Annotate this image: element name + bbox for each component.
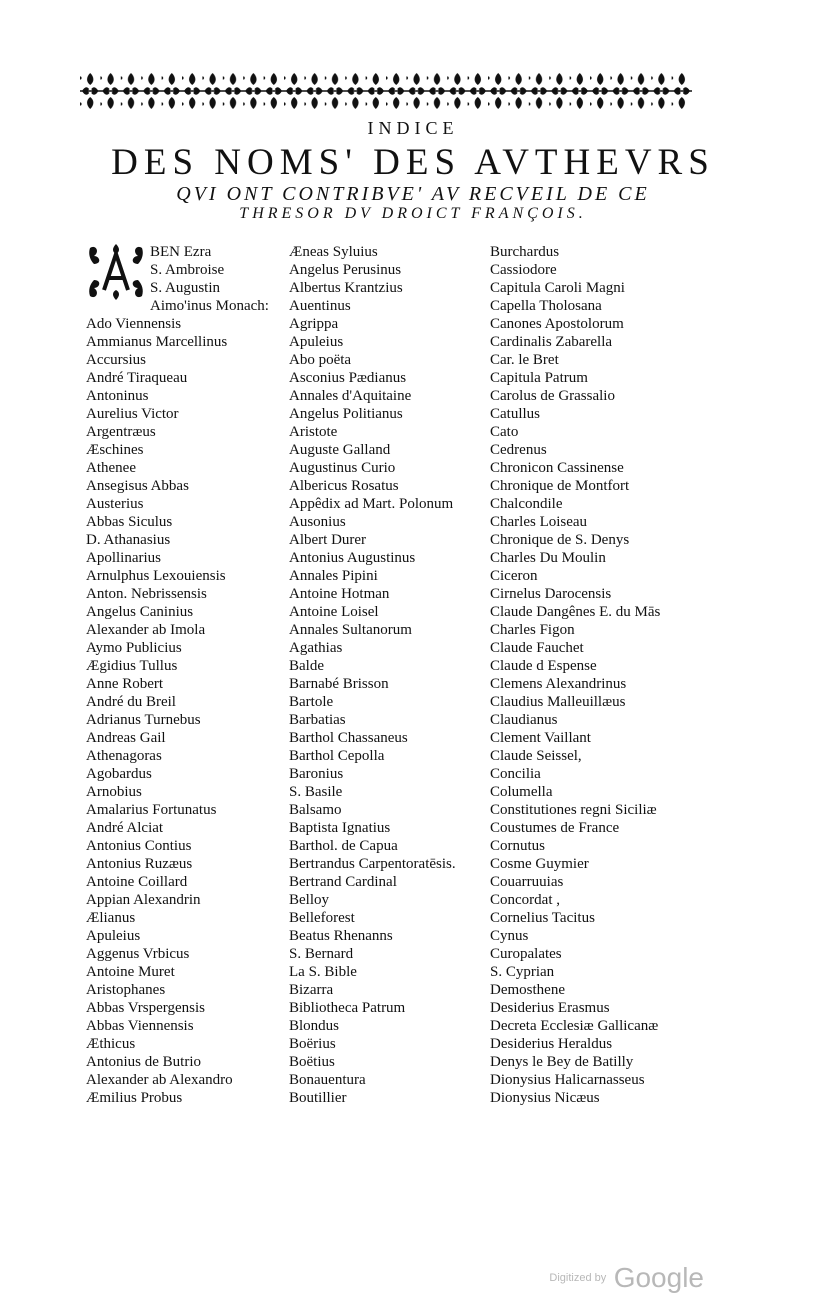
digitized-by-google-watermark <box>549 1262 704 1294</box>
author-entry: Capitula Caroli Magni <box>490 280 625 296</box>
author-entry: Ælianus <box>86 910 136 926</box>
author-entry: Arnulphus Lexouiensis <box>86 568 226 584</box>
author-entry: Ausonius <box>289 514 346 530</box>
author-entry: Charles Loiseau <box>490 514 588 530</box>
author-column-1 <box>86 243 269 1107</box>
author-entry: Æschines <box>86 442 144 458</box>
author-entry: Æthicus <box>86 1036 136 1052</box>
author-entry: La S. Bible <box>289 964 357 980</box>
author-entry: S. Cyprian <box>490 964 555 980</box>
author-entry: S. Basile <box>289 784 343 800</box>
author-entry: Barnabé Brisson <box>289 676 389 692</box>
author-entry: Coustumes de France <box>490 820 620 836</box>
author-entry: Cato <box>490 424 519 440</box>
author-entry: Barthol. de Capua <box>289 838 398 854</box>
author-entry: Abbas Viennensis <box>86 1018 194 1034</box>
author-entry: Asconius Pædianus <box>289 370 407 386</box>
author-entry: Appian Alexandrin <box>86 892 201 908</box>
author-entry: Antoninus <box>86 388 149 404</box>
author-entry: André Tiraqueau <box>86 370 188 386</box>
author-entry: Carolus de Grassalio <box>490 388 615 404</box>
author-entry: Balsamo <box>289 802 342 818</box>
author-entry: Argentræus <box>86 424 156 440</box>
author-entry: Burchardus <box>490 244 560 260</box>
author-entry: Anton. Nebrissensis <box>86 586 207 602</box>
author-entry: Athenee <box>86 460 136 476</box>
author-entry: Blondus <box>289 1018 340 1034</box>
author-entry: Annales Pipini <box>289 568 378 584</box>
author-entry: Bizarra <box>289 982 334 998</box>
author-entry: Antonius Ruzæus <box>86 856 193 872</box>
author-entry: Antoine Loisel <box>289 604 379 620</box>
author-entry: Auguste Galland <box>289 442 391 458</box>
author-entry: Dionysius Halicarnasseus <box>490 1072 645 1088</box>
author-entry: Chronique de Montfort <box>490 478 630 494</box>
author-entry: Bonauentura <box>289 1072 366 1088</box>
author-entry: Antoine Muret <box>86 964 175 980</box>
author-entry: André du Breil <box>86 694 176 710</box>
author-entry: Agrippa <box>289 316 339 332</box>
author-entry: Andreas Gail <box>86 730 166 746</box>
author-entry: Apuleius <box>86 928 141 944</box>
author-entry: Barthol Cepolla <box>289 748 385 764</box>
author-entry: Belleforest <box>289 910 355 926</box>
author-entry: Bertrandus Carpentoratēsis. <box>289 856 456 872</box>
author-entry: Constitutiones regni Siciliæ <box>490 802 657 818</box>
author-entry: Boëtius <box>289 1054 335 1070</box>
author-entry: Cedrenus <box>490 442 547 458</box>
author-entry: Accursius <box>86 352 146 368</box>
author-entry: Belloy <box>289 892 329 908</box>
author-entry: Couarruuias <box>490 874 564 890</box>
author-entry: Demosthene <box>490 982 565 998</box>
author-entry: Desiderius Erasmus <box>490 1000 610 1016</box>
author-entry: Aggenus Vrbicus <box>86 946 190 962</box>
author-entry: Ammianus Marcellinus <box>86 334 228 350</box>
author-entry: Athenagoras <box>86 748 162 764</box>
author-entry: Charles Du Moulin <box>490 550 606 566</box>
author-entry: Claude Fauchet <box>490 640 584 656</box>
author-entry: Boërius <box>289 1036 336 1052</box>
author-entry: Annales Sultanorum <box>289 622 412 638</box>
author-entry: Antonius de Butrio <box>86 1054 201 1070</box>
author-entry: Ciceron <box>490 568 538 584</box>
author-entry: Adrianus Turnebus <box>86 712 201 728</box>
author-entry: Claude Dangênes E. du Mās <box>490 604 661 620</box>
author-entry: Cornutus <box>490 838 546 854</box>
author-entry: Appêdix ad Mart. Polonum <box>289 496 454 512</box>
author-entry: Aristophanes <box>86 982 166 998</box>
author-entry: Aurelius Victor <box>86 406 179 422</box>
author-entry: Agobardus <box>86 766 152 782</box>
author-entry: Albertus Krantzius <box>289 280 403 296</box>
printers-ornament-band <box>80 70 692 112</box>
author-entry: Cynus <box>490 928 529 944</box>
author-entry: Apollinarius <box>86 550 161 566</box>
author-entry: Albert Durer <box>289 532 367 548</box>
author-entry: Abo poëta <box>289 352 352 368</box>
author-entry: Alexander ab Imola <box>86 622 206 638</box>
author-entry: Charles Figon <box>490 622 575 638</box>
author-entry: Barthol Chassaneus <box>289 730 408 746</box>
author-entry: Balde <box>289 658 324 674</box>
author-entry: Desiderius Heraldus <box>490 1036 613 1052</box>
author-entry: Cassiodore <box>490 262 557 278</box>
heading-main-title: DES NOMS' DES AVTHEVRS <box>111 142 715 183</box>
author-entry: Cardinalis Zabarella <box>490 334 613 350</box>
author-entry: Chalcondile <box>490 496 563 512</box>
author-column-3 <box>490 243 660 1107</box>
author-entry: Decreta Ecclesiæ Gallicanæ <box>490 1018 659 1034</box>
author-entry: Cirnelus Darocensis <box>490 586 612 602</box>
author-entry: Clement Vaillant <box>490 730 591 746</box>
author-entry: Clemens Alexandrinus <box>490 676 627 692</box>
author-entry: Abbas Siculus <box>86 514 173 530</box>
author-entry: Barbatias <box>289 712 346 728</box>
author-entry: Beatus Rhenanns <box>289 928 393 944</box>
author-entry: Claude d Espense <box>490 658 597 674</box>
author-entry: S. Ambroise <box>150 262 225 278</box>
author-entry: Denys le Bey de Batilly <box>490 1054 634 1070</box>
author-entry: Æneas Syluius <box>289 244 378 260</box>
author-entry: Capella Tholosana <box>490 298 602 314</box>
author-entry: Claudianus <box>490 712 558 728</box>
author-entry: Agathias <box>289 640 343 656</box>
author-entry: Antonius Augustinus <box>289 550 416 566</box>
heading-subtitle: QVI ONT CONTRIBVE' AV RECVEIL DE CE <box>176 183 650 205</box>
author-entry: BEN Ezra <box>150 244 212 260</box>
author-entry: Cosme Guymier <box>490 856 589 872</box>
author-entry: Auentinus <box>289 298 351 314</box>
author-entry: Augustinus Curio <box>289 460 396 476</box>
author-entry: Albericus Rosatus <box>289 478 399 494</box>
author-entry: Catullus <box>490 406 541 422</box>
author-entry: Claude Seissel, <box>490 748 582 764</box>
author-entry: André Alciat <box>86 820 164 836</box>
author-entry: Boutillier <box>289 1090 347 1106</box>
author-entry: Baptista Ignatius <box>289 820 391 836</box>
author-entry: Abbas Vrspergensis <box>86 1000 205 1016</box>
author-entry: Concilia <box>490 766 541 782</box>
author-entry: Annales d'Aquitaine <box>289 388 412 404</box>
author-entry: Anne Robert <box>86 676 164 692</box>
author-entry: S. Augustin <box>150 280 221 296</box>
author-entry: Antoine Coillard <box>86 874 188 890</box>
author-entry: Curopalates <box>490 946 562 962</box>
heading-indice: INDICE <box>367 118 459 138</box>
watermark-digitized-by: Digitized by <box>549 1272 607 1284</box>
author-entry: Austerius <box>86 496 144 512</box>
author-entry: Dionysius Nicæus <box>490 1090 600 1106</box>
author-entry: Ansegisus Abbas <box>86 478 189 494</box>
author-entry: Chronique de S. Denys <box>490 532 630 548</box>
author-entry: Angelus Politianus <box>289 406 403 422</box>
author-entry: Chronicon Cassinense <box>490 460 624 476</box>
author-entry: Canones Apostolorum <box>490 316 624 332</box>
author-entry: Claudius Malleuillæus <box>490 694 626 710</box>
author-column-2 <box>289 243 456 1107</box>
author-entry: Aimo'inus Monach: <box>150 298 269 314</box>
author-entry: Alexander ab Alexandro <box>86 1072 233 1088</box>
author-entry: Apuleius <box>289 334 344 350</box>
author-entry: Cornelius Tacitus <box>490 910 595 926</box>
author-entry: Bartole <box>289 694 334 710</box>
author-entry: Ado Viennensis <box>86 316 182 332</box>
author-entry: Bertrand Cardinal <box>289 874 397 890</box>
watermark-google-logo: Google <box>613 1262 704 1293</box>
author-entry: Æmilius Probus <box>86 1090 183 1106</box>
author-entry: D. Athanasius <box>86 532 171 548</box>
author-entry: Concordat , <box>490 892 560 908</box>
author-entry: S. Bernard <box>289 946 354 962</box>
author-entry: Ægidius Tullus <box>86 658 178 674</box>
author-entry: Aymo Publicius <box>86 640 182 656</box>
author-entry: Columella <box>490 784 553 800</box>
author-entry: Angelus Caninius <box>86 604 194 620</box>
author-entry: Antoine Hotman <box>289 586 390 602</box>
heading-treasury-line: THRESOR DV DROICT FRANÇOIS. <box>239 205 587 222</box>
author-entry: Amalarius Fortunatus <box>86 802 217 818</box>
author-entry: Aristote <box>289 424 338 440</box>
author-entry: Bibliotheca Patrum <box>289 1000 406 1016</box>
author-entry: Capitula Patrum <box>490 370 588 386</box>
author-entry: Angelus Perusinus <box>289 262 402 278</box>
author-entry: Arnobius <box>86 784 142 800</box>
author-entry: Car. le Bret <box>490 352 559 368</box>
author-entry: Antonius Contius <box>86 838 192 854</box>
author-entry: Baronius <box>289 766 344 782</box>
